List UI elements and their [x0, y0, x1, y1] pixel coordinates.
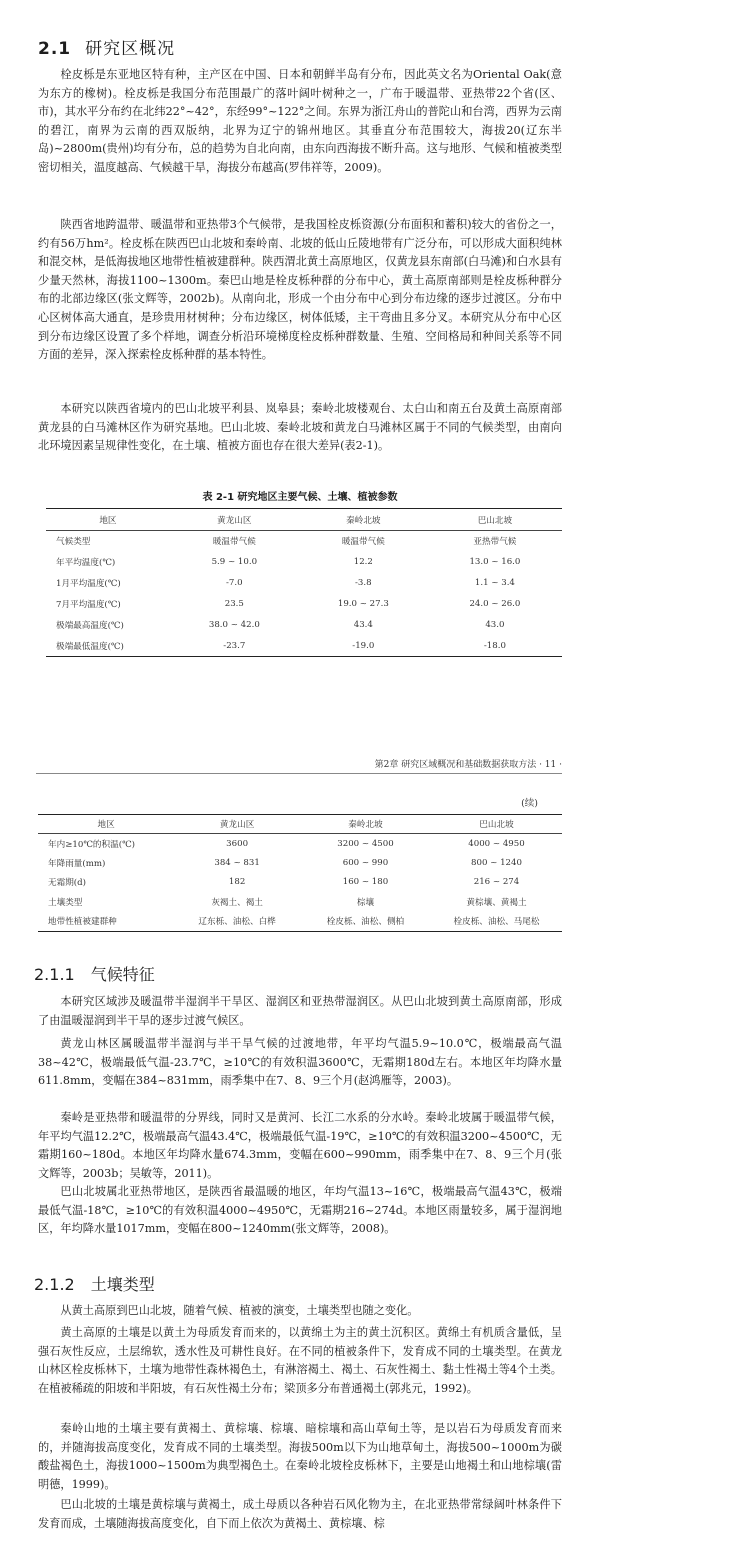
- subsection-heading: [34, 962, 155, 985]
- row-label: 气候类型: [56, 537, 91, 548]
- table-cell: 1.1 ~ 3.4: [474, 578, 515, 588]
- table-cell: -18.0: [483, 640, 506, 651]
- table-cell: 棕壤: [356, 897, 375, 908]
- table-row: [46, 552, 562, 573]
- table-caption: 表 2-1 研究地区主要气候、土壤、植被参数: [202, 492, 398, 503]
- row-label: 土壤类型: [48, 897, 83, 908]
- continued-label: (续): [521, 798, 538, 809]
- running-head: 第2章 研究区域概况和基础数据获取方法 · 11 ·: [36, 757, 562, 774]
- table-row: [46, 594, 562, 615]
- table-cell: 216 ~ 274: [473, 877, 520, 888]
- row-label: 7月平均温度(℃): [56, 600, 121, 610]
- paragraph: 秦岭山地的土壤主要有黄褐土、黄棕壤、棕壤、暗棕壤和高山草甸土等，是以岩石为母质发育而来的，并随海拔高度变化，发育成不同的土壤类型。海拔500m以下为山地草甸土，海拔500~1000m为碳酸盐褐色土，海拔1000~1500m为典型褐色土。在秦岭北坡栓皮栎林下，主要是山地褐土和山地棕壤(雷明德，1999)。: [38, 1422, 562, 1491]
- table-cell: 24.0 ~ 26.0: [469, 599, 521, 609]
- paragraph: 从黄土高原到巴山北坡，随着气候、植被的演变，土壤类型也随之变化。: [60, 1304, 419, 1317]
- header-cell: 秦岭北坡: [299, 509, 428, 531]
- subsection-number: 2.1.1: [34, 965, 75, 984]
- table-row: [46, 615, 562, 636]
- paragraph: 黄龙山林区属暖温带半湿润与半干旱气候的过渡地带，年平均气温5.9~10.0℃，极端最高气温38~42℃，极端最低气温-23.7℃，≥10℃的有效积温3600℃，无霜期180d左右。本地区年均降水量611.8mm，变幅在384~831mm，雨季集中在7、8、9三个月(赵鸿雁等，2003)。: [38, 1037, 562, 1088]
- header-cell: 黄龙山区: [174, 815, 300, 834]
- page-top: [0, 0, 750, 700]
- table-row: [38, 912, 562, 932]
- table-cell: 12.2: [353, 557, 373, 567]
- row-label: 1月平均温度(℃): [56, 579, 121, 589]
- table-cell: -19.0: [352, 640, 375, 651]
- table-cell: 黄棕壤、黄褐土: [466, 897, 527, 908]
- header-cell: 巴山北坡: [431, 815, 562, 834]
- header-cell: 地区: [38, 815, 174, 834]
- table-cell: 亚热带气候: [473, 537, 517, 548]
- table-cell: 800 ~ 1240: [471, 857, 522, 868]
- table-cell: 3600: [226, 838, 249, 849]
- table-cell: -7.0: [226, 578, 243, 588]
- table-cell: 暖温带气候: [212, 537, 256, 548]
- row-label: 地带性植被建群种: [48, 917, 117, 927]
- paragraph: 陕西省地跨温带、暖温带和亚热带3个气候带，是我国栓皮栎资源(分布面积和蓄积)较大的省份之一，约有56万hm²。栓皮栎在陕西巴山北坡和秦岭南、北坡的低山丘陵地带有广泛分布，可以形成大面积纯林和混交林，是低海拔地区地带性植被建群种。陕西渭北黄土高原地区，仅黄龙县东南部(白马滩)和白水县有少量天然林，海拔1100~1300m。秦巴山地是栓皮栎种群的分布中心，黄土高原南部则是栓皮栎种群分布的北部边缘区(张文辉等，2002b)。从南向北，形成一个由分布中心到分布边缘的逐步过渡区。分布中心区树体高大通直，是珍贵用材树种；分布边缘区，树体低矮，主干弯曲且多分叉。本研究从分布中心区到分布边缘区设置了多个样地，调查分析沿环境梯度栓皮栎种群数量、生殖、空间格局和种间关系等不同方面的差异，深入探索栓皮栎种群的基本特性。: [38, 218, 562, 362]
- row-label: 年平均温度(℃): [56, 558, 116, 568]
- section-title: 研究区概况: [85, 39, 176, 59]
- page-bottom: [0, 740, 750, 1546]
- subsection-title: 气候特征: [90, 965, 155, 984]
- section-number: 2.1: [38, 39, 72, 59]
- paragraph: 本研究区域涉及暖温带半湿润半干旱区、湿润区和亚热带湿润区。从巴山北坡到黄土高原南部，形成了由温暖湿润到半干旱的逐步过渡气候区。: [38, 995, 562, 1027]
- table-row: [38, 892, 562, 912]
- table-cell: 栓皮栎、油松、马尾松: [453, 917, 540, 927]
- table-cell: 23.5: [224, 599, 244, 609]
- table-cell: 灰褐土、褐土: [211, 897, 263, 908]
- section-heading: [38, 34, 175, 59]
- table-cell: -3.8: [355, 578, 372, 588]
- table-cell: 辽东栎、油松、白桦: [198, 917, 276, 927]
- table-row: [46, 573, 562, 594]
- paragraph: 栓皮栎是东亚地区特有种，主产区在中国、日本和朝鲜半岛有分布，因此英文名为Oriental Oak(意为东方的橡树)。栓皮栎是我国分布范围最广的落叶阔叶树种之一，广布于暖温带、亚热带22个省(区、市)，其水平分布约在北纬22°~42°，东经99°~122°之间。东界为浙江舟山的普陀山和台湾，西界为云南的碧江，南界为云南的西双版纳，北界为辽宁的锦州地区。其垂直分布范围较大，海拔20(辽东半岛)~2800m(贵州)均有分布，总的趋势为自北向南，由东向西海拔不断升高。这与地形、气候和植被类型密切相关，温度越高、气候越干旱，海拔分布越高(罗伟祥等，2009)。: [38, 68, 562, 174]
- subsection-number: 2.1.2: [34, 1275, 75, 1294]
- table-row: [38, 873, 562, 893]
- paragraph: 巴山北坡的土壤是黄棕壤与黄褐土，成土母质以各种岩石风化物为主，在北亚热带常绿阔叶林条件下发育而成，土壤随海拔高度变化，自下而上依次为黄褐土、黄棕壤、棕: [38, 1498, 562, 1530]
- table-cell: 3200 ~ 4500: [337, 838, 394, 849]
- table-cell: -23.7: [223, 640, 246, 651]
- row-label: 极端最高温度(℃): [56, 621, 124, 631]
- header-cell: 秦岭北坡: [300, 815, 431, 834]
- table-cell: 43.4: [353, 620, 373, 630]
- paragraph: 黄土高原的土壤是以黄土为母质发育而来的，以黄绵土为主的黄土沉积区。黄绵土有机质含量低，呈强石灰性反应，土层绵软，透水性及可耕性良好。在不同的植被条件下，发育成不同的土壤类型。在黄龙山林区栓皮栎林下，土壤为地带性森林褐色土，有淋溶褐土、褐土、石灰性褐土、黏土性褐土等4个土类。在植被稀疏的阳坡和半阳坡，有石灰性褐土分布；梁顶多分布普通褐土(郭兆元，1992)。: [38, 1326, 562, 1395]
- header-cell: 黄龙山区: [170, 509, 299, 531]
- table-cell: 160 ~ 180: [342, 877, 389, 888]
- table-cell: 384 ~ 831: [214, 857, 260, 868]
- table-row: [46, 636, 562, 657]
- row-label: 极端最低温度(℃): [56, 641, 124, 652]
- paragraph: 秦岭是亚热带和暖温带的分界线，同时又是黄河、长江二水系的分水岭。秦岭北坡属于暖温带气候，年平均气温12.2℃，极端最高气温43.4℃，极端最低气温-19℃，≥10℃的有效积温3200~4500℃，无霜期160~180d。本地区年均降水量674.3mm，变幅在600~990mm，雨季集中在7、8、9三个月(张文辉等，2003b；吴敏等，2011)。: [38, 1111, 562, 1180]
- table-row: [38, 853, 562, 873]
- table-row: [38, 834, 562, 854]
- table-cell: 19.0 ~ 27.3: [337, 599, 389, 609]
- table-cell: 暖温带气候: [341, 537, 385, 548]
- table-header-row: [46, 509, 562, 531]
- paragraph: 巴山北坡属北亚热带地区，是陕西省最温暖的地区，年均气温13~16℃，极端最高气温43℃，极端最低气温-18℃，≥10℃的有效积温4000~4950℃，无霜期216~274d。本地区雨量较多，属于湿润地区，年均降水量1017mm，变幅在800~1240mm(张文辉等，2008)。: [38, 1185, 562, 1236]
- row-label: 年降雨量(mm): [48, 858, 106, 869]
- subsection-title: 土壤类型: [90, 1275, 155, 1294]
- paragraph: 本研究以陕西省境内的巴山北坡平利县、岚皋县；秦岭北坡楼观台、太白山和南五台及黄土高原南部黄龙县的白马滩林区作为研究基地。巴山北坡、秦岭北坡和黄龙白马滩林区属于不同的气候类型，由南向北环境因素呈规律性变化，在土壤、植被方面也存在很大差异(表2-1)。: [38, 402, 562, 453]
- header-cell: 巴山北坡: [428, 509, 562, 531]
- climate-soil-table: [46, 508, 562, 657]
- table-cell: 5.9 ~ 10.0: [211, 557, 258, 567]
- table-row: [46, 531, 562, 552]
- table-cell: 4000 ~ 4950: [468, 838, 525, 849]
- table-cell: 600 ~ 990: [342, 857, 389, 868]
- row-label: 年内≥10℃的积温(℃): [48, 839, 136, 850]
- table-cell: 13.0 ~ 16.0: [469, 557, 521, 567]
- table-cell: 182: [228, 877, 246, 888]
- row-label: 无霜期(d): [48, 878, 86, 889]
- subsection-heading: [34, 1272, 155, 1295]
- table-cell: 栓皮栎、油松、侧柏: [326, 917, 405, 927]
- climate-soil-table-continued: [38, 814, 562, 932]
- table-header-row: [38, 815, 562, 834]
- header-cell: 地区: [46, 509, 170, 531]
- table-cell: 38.0 ~ 42.0: [208, 620, 260, 630]
- table-cell: 43.0: [485, 620, 505, 630]
